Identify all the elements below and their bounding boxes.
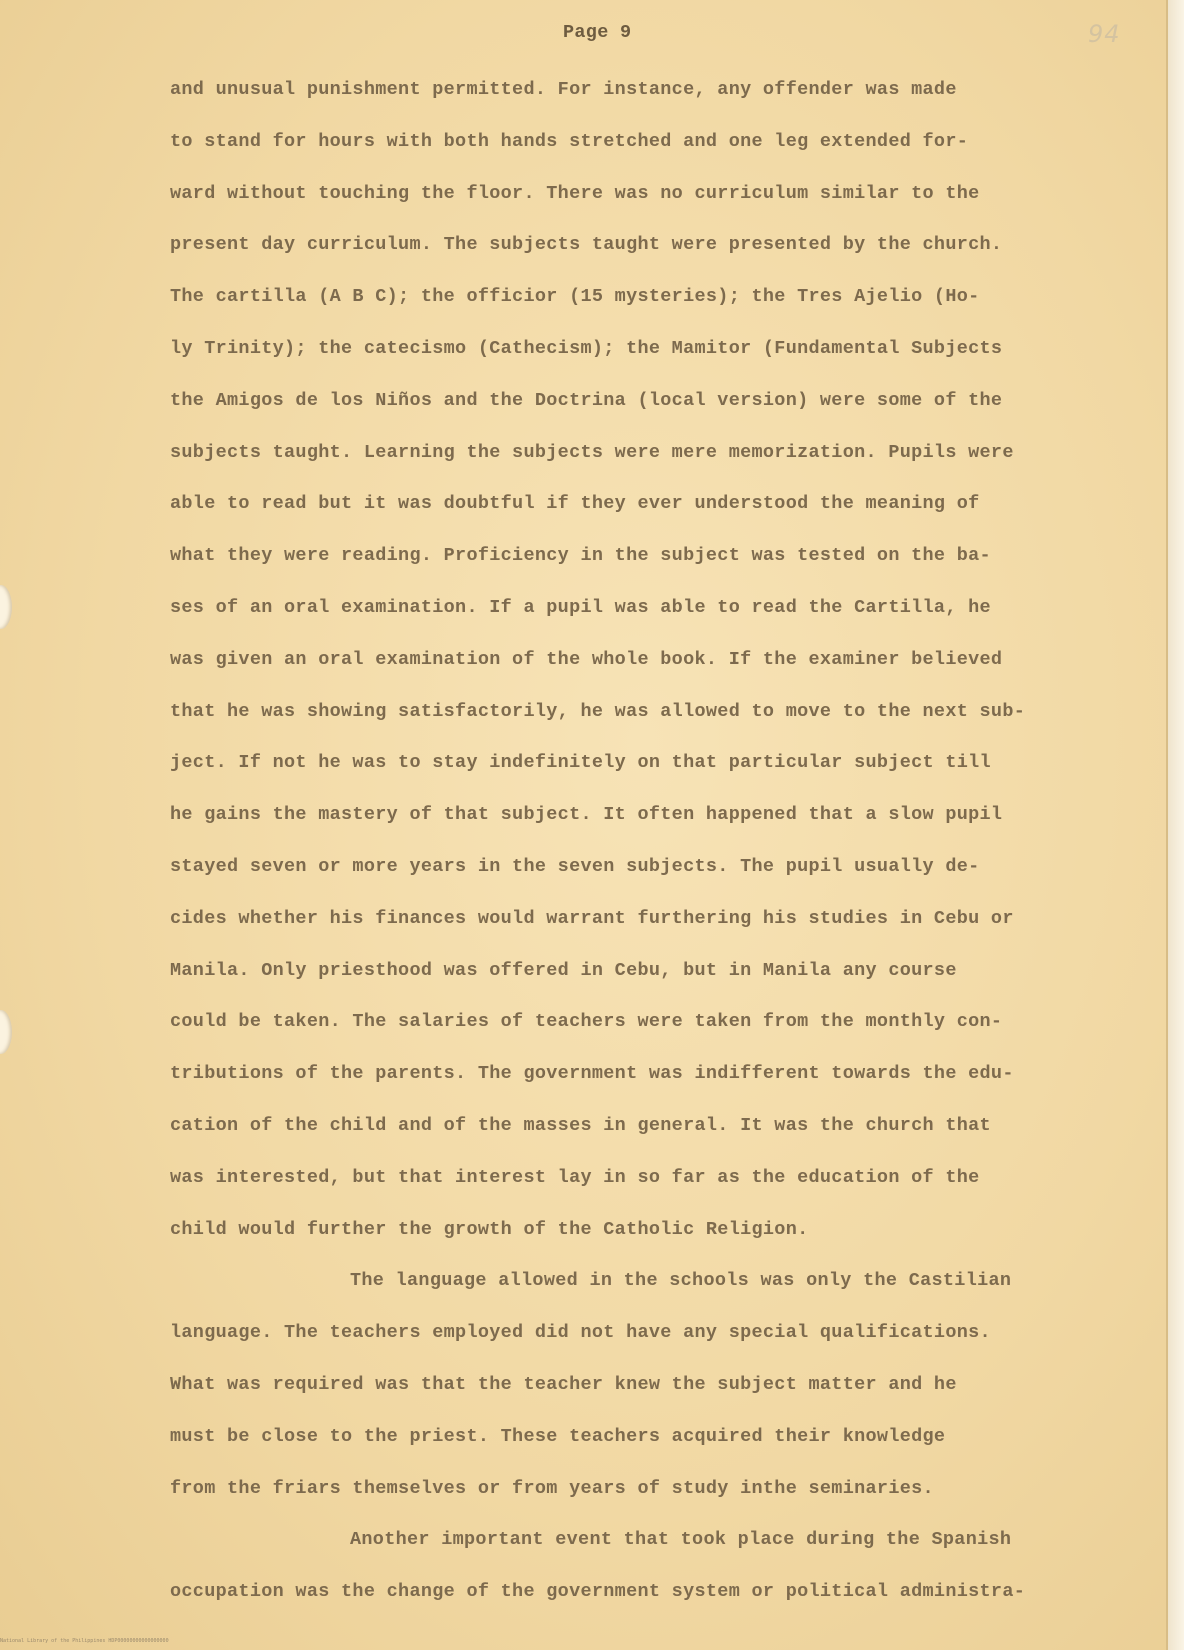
body-text (170, 78, 1155, 1632)
text-line: from the friars themselves or from years of study inthe seminaries. (170, 1477, 934, 1499)
text-line: subjects taught. Learning the subjects were mere memorization. Pupils were (170, 441, 1014, 463)
text-line: cides whether his finances would warrant furthering his studies in Cebu or (170, 907, 1014, 929)
punch-hole (0, 1010, 12, 1054)
text-line: that he was showing satisfactorily, he was allowed to move to the next sub- (170, 700, 1026, 722)
paragraph-start-line: Another important event that took place during the Spanish (350, 1529, 1012, 1551)
text-line: was given an oral examination of the whole book. If the examiner believed (170, 648, 1003, 670)
scan-footer-strip: National Library of the Philippines HDP00000000000000000 (0, 1638, 169, 1644)
text-line: present day curriculum. The subjects taught were presented by the church. (170, 234, 1003, 256)
text-line: could be taken. The salaries of teachers were taken from the monthly con- (170, 1011, 1003, 1033)
text-line: Manila. Only priesthood was offered in Cebu, but in Manila any course (170, 959, 957, 981)
text-line: What was required was that the teacher knew the subject matter and he (170, 1373, 957, 1395)
page-edge (1168, 0, 1184, 1650)
text-line: occupation was the change of the government system or political administra- (170, 1581, 1026, 1603)
text-line: what they were reading. Proficiency in the subject was tested on the ba- (170, 545, 991, 567)
text-line: child would further the growth of the Catholic Religion. (170, 1218, 809, 1240)
paragraph-start-line: The language allowed in the schools was only the Castilian (350, 1270, 1012, 1292)
text-line: ward without touching the floor. There was no curriculum similar to the (170, 182, 980, 204)
text-line: to stand for hours with both hands stretched and one leg extended for- (170, 130, 969, 152)
text-line: ject. If not he was to stay indefinitely on that particular subject till (170, 752, 991, 774)
text-line: language. The teachers employed did not have any special qualifications. (170, 1322, 991, 1344)
text-line: able to read but it was doubtful if they ever understood the meaning of (170, 493, 980, 515)
text-line: stayed seven or more years in the seven subjects. The pupil usually de- (170, 855, 980, 877)
text-line: tributions of the parents. The government was indifferent towards the edu- (170, 1063, 1014, 1085)
text-line: and unusual punishment permitted. For instance, any offender was made (170, 79, 957, 100)
text-line: the Amigos de los Niños and the Doctrina (local version) were some of the (170, 389, 1003, 411)
page-number: Page 9 (563, 22, 632, 43)
text-line: was interested, but that interest lay in so far as the education of the (170, 1166, 980, 1188)
text-line: The cartilla (A B C); the officior (15 mysteries); the Tres Ajelio (Ho- (170, 286, 980, 308)
text-line: ses of an oral examination. If a pupil was able to read the Cartilla, he (170, 596, 991, 618)
archive-mark: 94 (1088, 20, 1121, 48)
text-line: must be close to the priest. These teachers acquired their knowledge (170, 1425, 946, 1447)
text-line: cation of the child and of the masses in general. It was the church that (170, 1114, 991, 1136)
text-line: ly Trinity); the catecismo (Cathecism); the Mamitor (Fundamental Subjects (170, 337, 1003, 359)
text-line: he gains the mastery of that subject. It often happened that a slow pupil (170, 804, 1003, 826)
punch-hole (0, 585, 12, 629)
